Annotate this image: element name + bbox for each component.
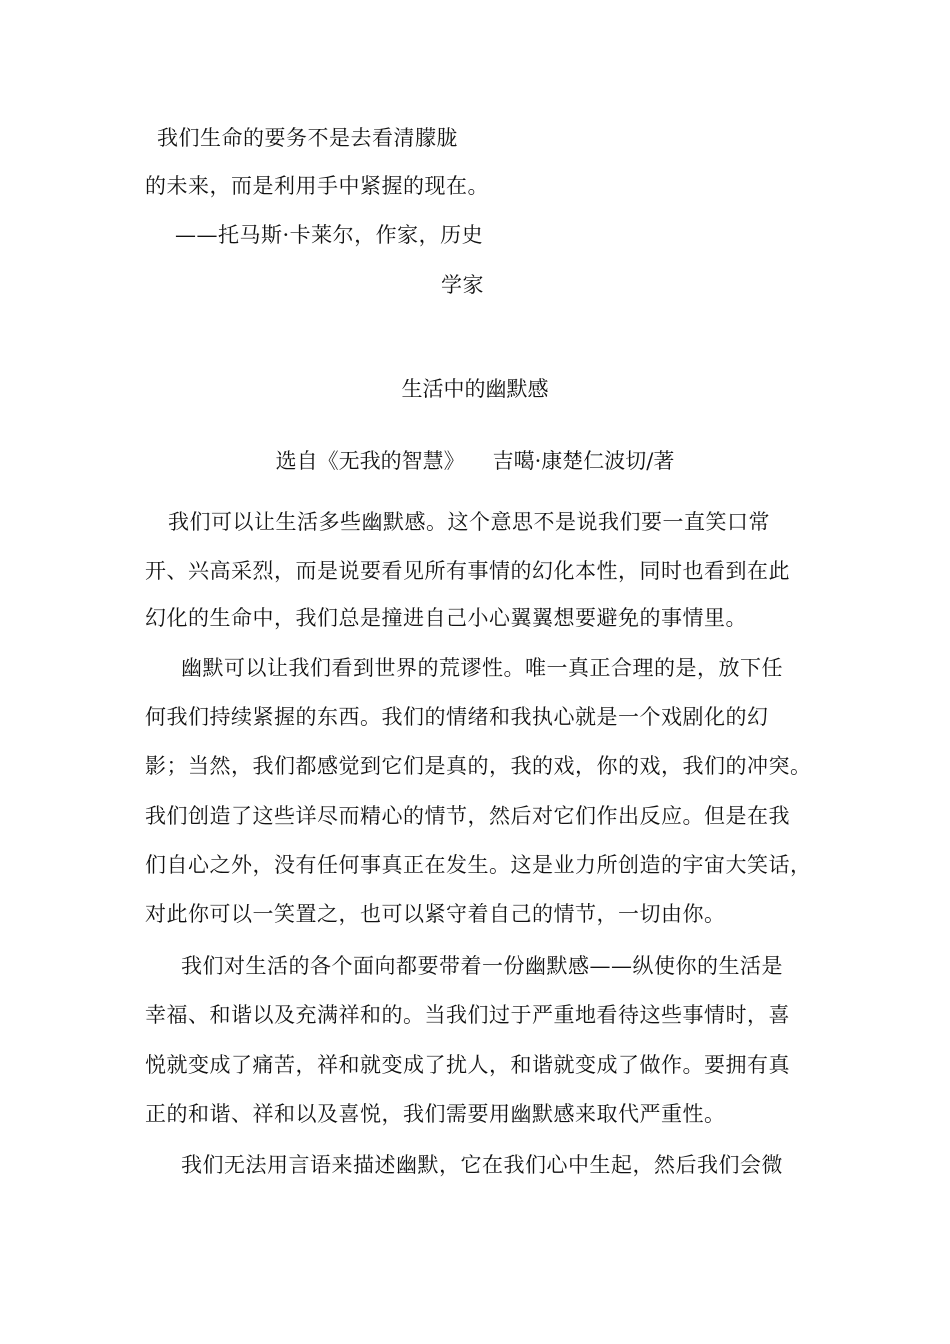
body-line: 我们对生活的各个面向都要带着一份幽默感——纵使你的生活是 bbox=[181, 954, 783, 978]
article-byline bbox=[0, 447, 950, 475]
body-line: 我们可以让生活多些幽默感。这个意思不是说我们要一直笑口常 bbox=[168, 510, 770, 534]
body-line: 影；当然，我们都感觉到它们是真的，我的戏，你的戏，我们的冲突。 bbox=[145, 754, 812, 778]
body-line: 对此你可以一笑置之，也可以紧守着自己的情节，一切由你。 bbox=[145, 902, 726, 926]
quote-attribution-cont: 学家 bbox=[441, 273, 484, 297]
quote-line-2: 的未来，而是利用手中紧握的现在。 bbox=[145, 174, 489, 198]
article-author: 吉噶·康楚仁波切/著 bbox=[492, 449, 675, 473]
body-line: 开、兴高采烈，而是说要看见所有事情的幻化本性，同时也看到在此 bbox=[145, 559, 790, 583]
body-line: 正的和谐、祥和以及喜悦，我们需要用幽默感来取代严重性。 bbox=[145, 1102, 726, 1126]
body-line: 悦就变成了痛苦，祥和就变成了扰人，和谐就变成了做作。要拥有真 bbox=[145, 1053, 790, 1077]
body-line: 幽默可以让我们看到世界的荒谬性。唯一真正合理的是，放下任 bbox=[181, 656, 783, 680]
body-line: 们自心之外，没有任何事真正在发生。这是业力所创造的宇宙大笑话， bbox=[145, 853, 812, 877]
article-source: 选自《无我的智慧》 bbox=[275, 449, 465, 473]
quote-attribution: ——托马斯·卡莱尔，作家，历史 bbox=[175, 223, 484, 247]
body-line: 幸福、和谐以及充满祥和的。当我们过于严重地看待这些事情时，喜 bbox=[145, 1003, 790, 1027]
body-line: 何我们持续紧握的东西。我们的情绪和我执心就是一个戏剧化的幻 bbox=[145, 705, 769, 729]
article-title: 生活中的幽默感 bbox=[401, 377, 549, 401]
body-line: 我们创造了这些详尽而精心的情节，然后对它们作出反应。但是在我 bbox=[145, 804, 790, 828]
body-line: 幻化的生命中，我们总是撞进自己小心翼翼想要避免的事情里。 bbox=[145, 606, 747, 630]
body-line: 我们无法用言语来描述幽默，它在我们心中生起，然后我们会微 bbox=[181, 1153, 783, 1177]
quote-line-1: 我们生命的要务不是去看清朦胧 bbox=[157, 126, 458, 150]
